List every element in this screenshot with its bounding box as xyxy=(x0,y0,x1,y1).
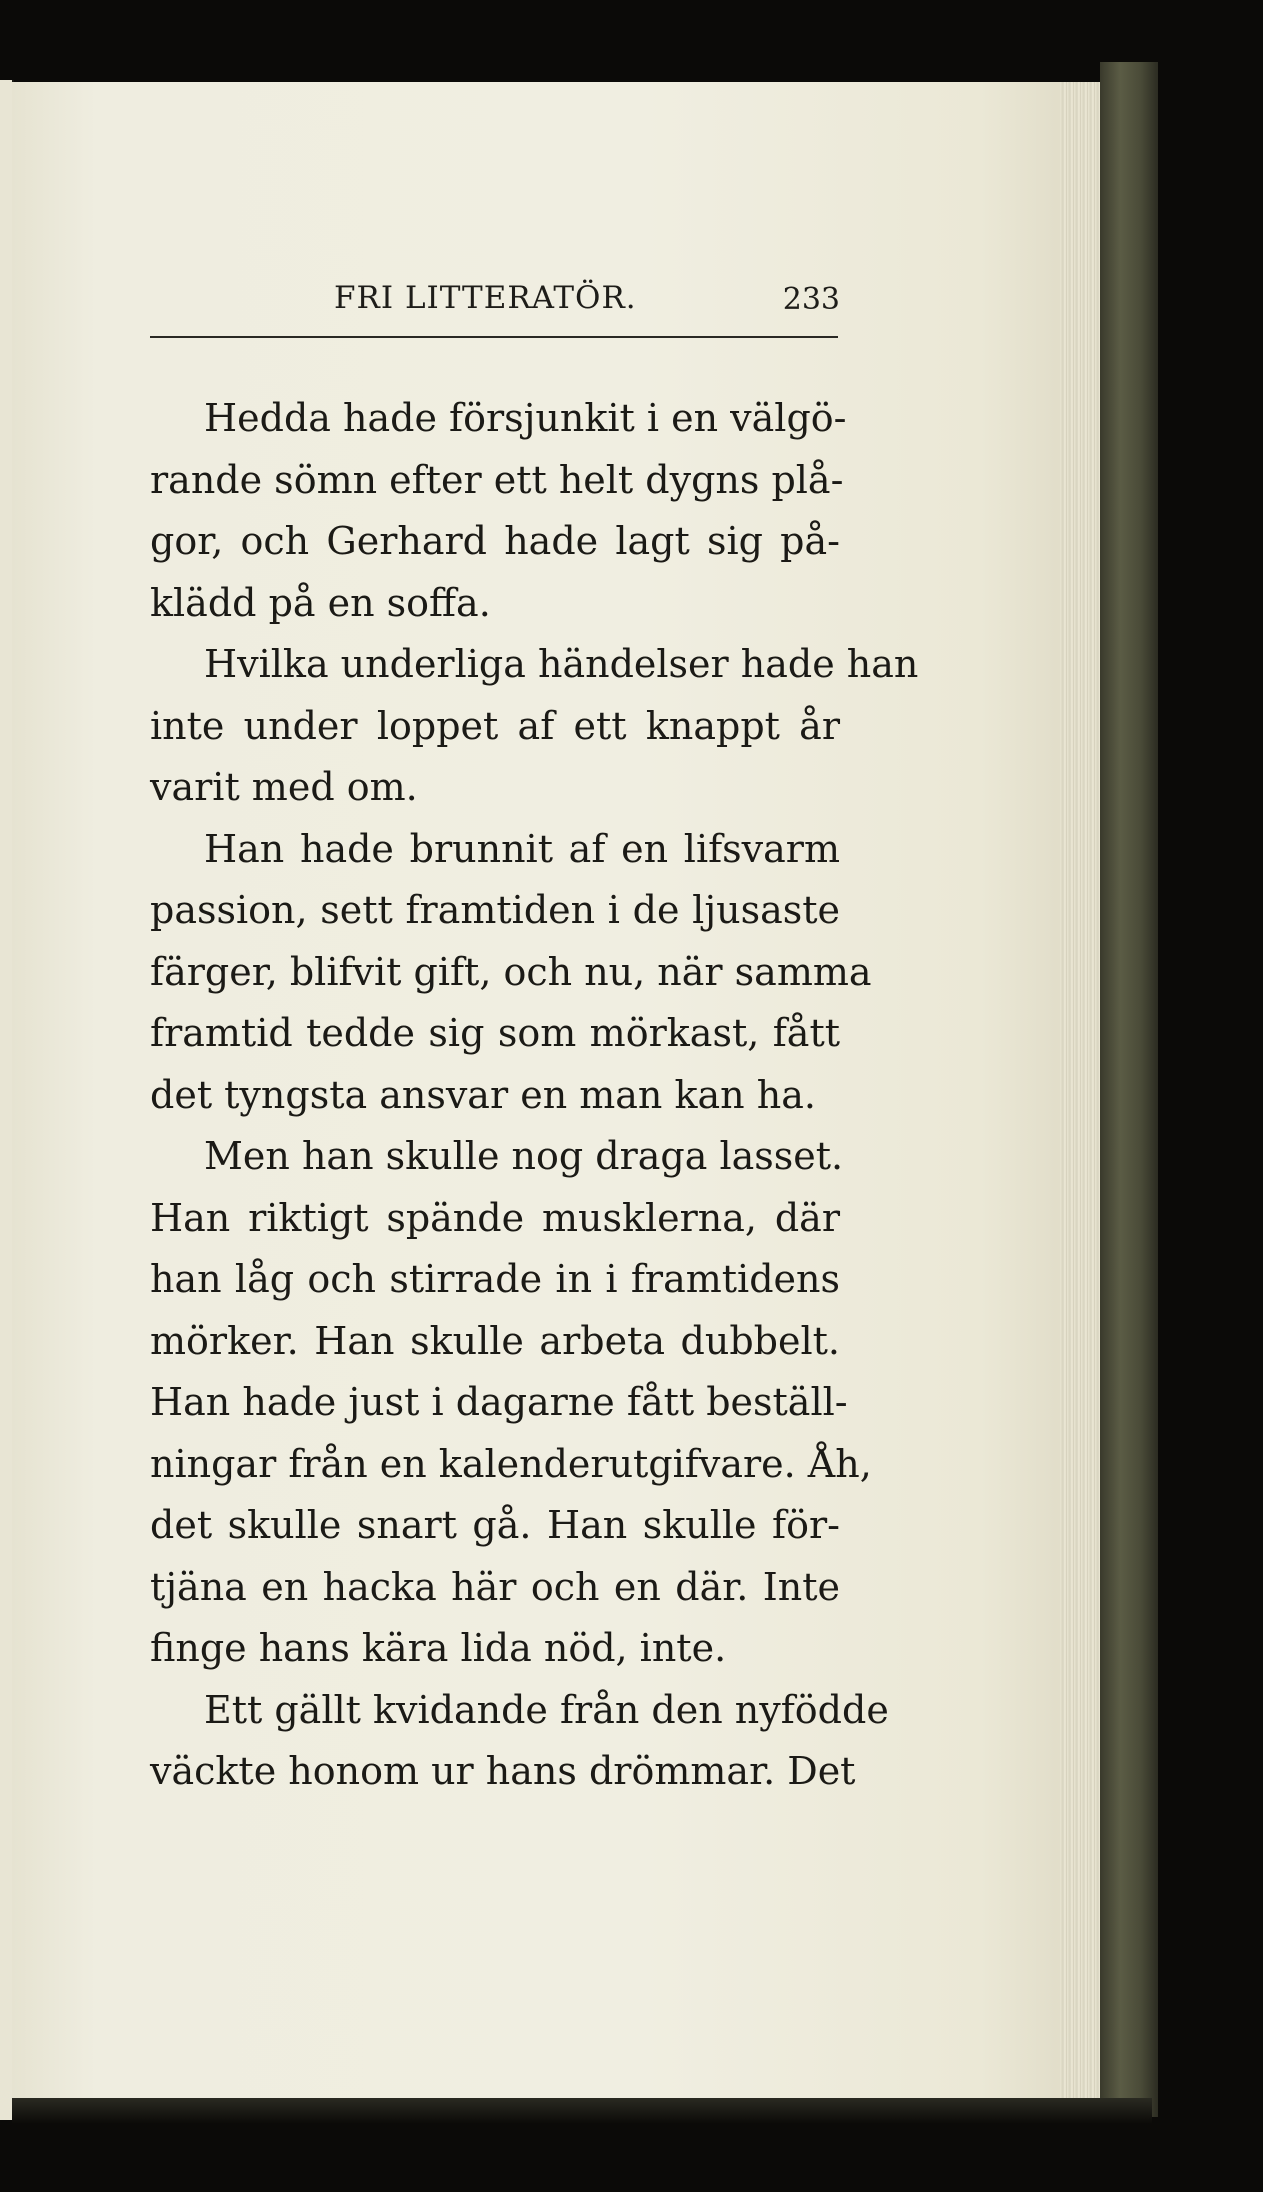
body-text xyxy=(150,388,919,1803)
page-header xyxy=(150,272,840,332)
text-line: Han hade just i dagarne fått beställ- xyxy=(150,1380,848,1424)
text-line: färger, blifvit gift, och nu, när samma xyxy=(150,949,872,994)
text-line: varit med om. xyxy=(150,765,418,809)
text-line: det skulle snart gå. Han skulle för- xyxy=(150,1503,840,1547)
text-line: Han hade brunnit af en lifsvarm xyxy=(204,826,840,871)
header-rule xyxy=(150,336,838,338)
text-line: inte under loppet af ett knappt år xyxy=(150,703,840,748)
text-line: ningar från en kalenderutgifvare. Åh, xyxy=(150,1441,872,1486)
running-title: FRI LITTERATÖR. xyxy=(334,280,637,316)
text-line: rande sömn efter ett helt dygns plå- xyxy=(150,457,844,502)
text-line: Hvilka underliga händelser hade han xyxy=(204,642,919,686)
text-line: Men han skulle nog draga lasset. xyxy=(204,1134,844,1178)
text-line: väckte honom ur hans drömmar. Det xyxy=(150,1749,856,1793)
text-line: det tyngsta ansvar en man kan ha. xyxy=(150,1072,816,1117)
text-line: mörker. Han skulle arbeta dubbelt. xyxy=(150,1318,840,1363)
text-line: tjäna en hacka här och en där. Inte xyxy=(150,1564,840,1609)
book-cover-edge xyxy=(1100,62,1158,2117)
page-number: 233 xyxy=(782,282,840,317)
text-line: Han riktigt spände musklerna, där xyxy=(150,1195,840,1240)
text-line: Hedda hade försjunkit i en välgö- xyxy=(204,396,847,440)
text-line: han låg och stirrade in i framtidens xyxy=(150,1257,840,1301)
text-line: finge hans kära lida nöd, inte. xyxy=(150,1626,727,1670)
text-line: framtid tedde sig som mörkast, fått xyxy=(150,1011,840,1055)
text-line: passion, sett framtiden i de ljusaste xyxy=(150,888,840,932)
text-line: Ett gällt kvidande från den nyfödde xyxy=(204,1687,889,1732)
text-line: gor, och Gerhard hade lagt sig på- xyxy=(150,519,840,563)
text-line: klädd på en soffa. xyxy=(150,580,491,625)
page-bottom-shadow xyxy=(12,2098,1152,2124)
